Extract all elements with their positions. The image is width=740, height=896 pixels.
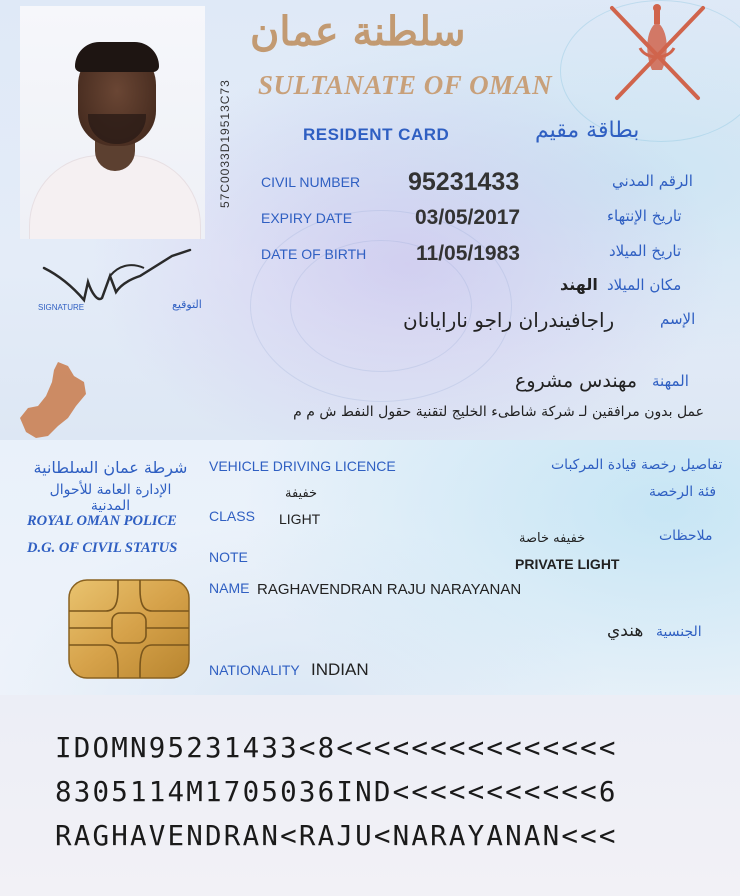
- class-label: CLASS: [209, 508, 255, 524]
- royal-oman-police: ROYAL OMAN POLICE: [27, 513, 177, 529]
- licence-title-arabic: تفاصيل رخصة قيادة المركبات: [551, 457, 723, 473]
- name-value-arabic: راجافيندران راجو نارايانان: [403, 308, 615, 332]
- dg-civil-status: D.G. OF CIVIL STATUS: [27, 540, 178, 556]
- nationality-value: INDIAN: [311, 660, 369, 679]
- class-value-arabic: خفيفة: [285, 486, 318, 501]
- resident-card-back: [0, 440, 740, 896]
- occupation-value-arabic: مهندس مشروع: [515, 370, 637, 392]
- oman-map-icon: [18, 360, 88, 438]
- name-value: RAGHAVENDRAN RAJU NARAYANAN: [257, 581, 522, 598]
- expiry-date-value: 03/05/2017: [415, 206, 521, 229]
- card-type-arabic: بطاقة مقيم: [535, 118, 640, 143]
- name-label-arabic: الإسم: [660, 310, 696, 328]
- civil-number-label-arabic: الرقم المدني: [612, 172, 693, 190]
- nationality-label-arabic: الجنسية: [656, 624, 702, 640]
- police-name-arabic: شرطة عمان السلطانية: [33, 458, 188, 477]
- nationality-label: NATIONALITY: [209, 662, 300, 678]
- title-arabic: سلطنة عمان: [250, 8, 466, 55]
- occupation-label-arabic: المهنة: [652, 372, 689, 390]
- civil-number-value: 95231433: [408, 168, 520, 196]
- date-of-birth-label: DATE OF BIRTH: [261, 246, 367, 262]
- note-value: PRIVATE LIGHT: [515, 556, 620, 572]
- note-label: NOTE: [209, 549, 248, 565]
- signature-label-arabic: التوقيع: [172, 298, 202, 311]
- holder-photo: [20, 6, 205, 239]
- class-value: LIGHT: [279, 511, 321, 527]
- licence-title: VEHICLE DRIVING LICENCE: [209, 458, 396, 474]
- nationality-value-arabic: هندي: [607, 621, 644, 641]
- name-label: NAME: [209, 580, 250, 596]
- card-type-english: RESIDENT CARD: [303, 125, 450, 144]
- mrz-line-1: IDOMN95231433<8<<<<<<<<<<<<<<<: [55, 732, 618, 764]
- civil-status-arabic: الإدارة العامة للأحوال المدنية: [49, 482, 172, 514]
- place-of-birth-label-arabic: مكان الميلاد: [607, 276, 682, 294]
- expiry-date-label-arabic: تاريخ الإنتهاء: [607, 207, 682, 225]
- class-label-arabic: فئة الرخصة: [649, 484, 717, 500]
- date-of-birth-label-arabic: تاريخ الميلاد: [609, 242, 682, 260]
- civil-number-label: CIVIL NUMBER: [261, 174, 361, 190]
- signature-label: SIGNATURE: [38, 303, 85, 312]
- mrz-line-2: 8305114M1705036IND<<<<<<<<<<<6: [55, 776, 618, 808]
- title-english: SULTANATE OF OMAN: [258, 70, 553, 100]
- expiry-date-label: EXPIRY DATE: [261, 210, 353, 226]
- date-of-birth-value: 11/05/1983: [416, 242, 520, 265]
- resident-card-front: [0, 0, 740, 440]
- employer-arabic: عمل بدون مرافقين لـ شركة شاطىء الخليج لتقنية حقول النفط ش م م: [293, 404, 704, 420]
- card-serial-number: 57C0033D19513C73: [218, 79, 232, 208]
- smart-chip-icon: [68, 579, 190, 679]
- oman-emblem-icon: [600, 0, 715, 105]
- mrz-line-3: RAGHAVENDRAN<RAJU<NARAYANAN<<<: [55, 820, 618, 852]
- note-label-arabic: ملاحظات: [659, 528, 713, 544]
- note-value-arabic: خفيفه خاصة: [519, 531, 586, 546]
- place-of-birth-value: الهند: [560, 275, 598, 294]
